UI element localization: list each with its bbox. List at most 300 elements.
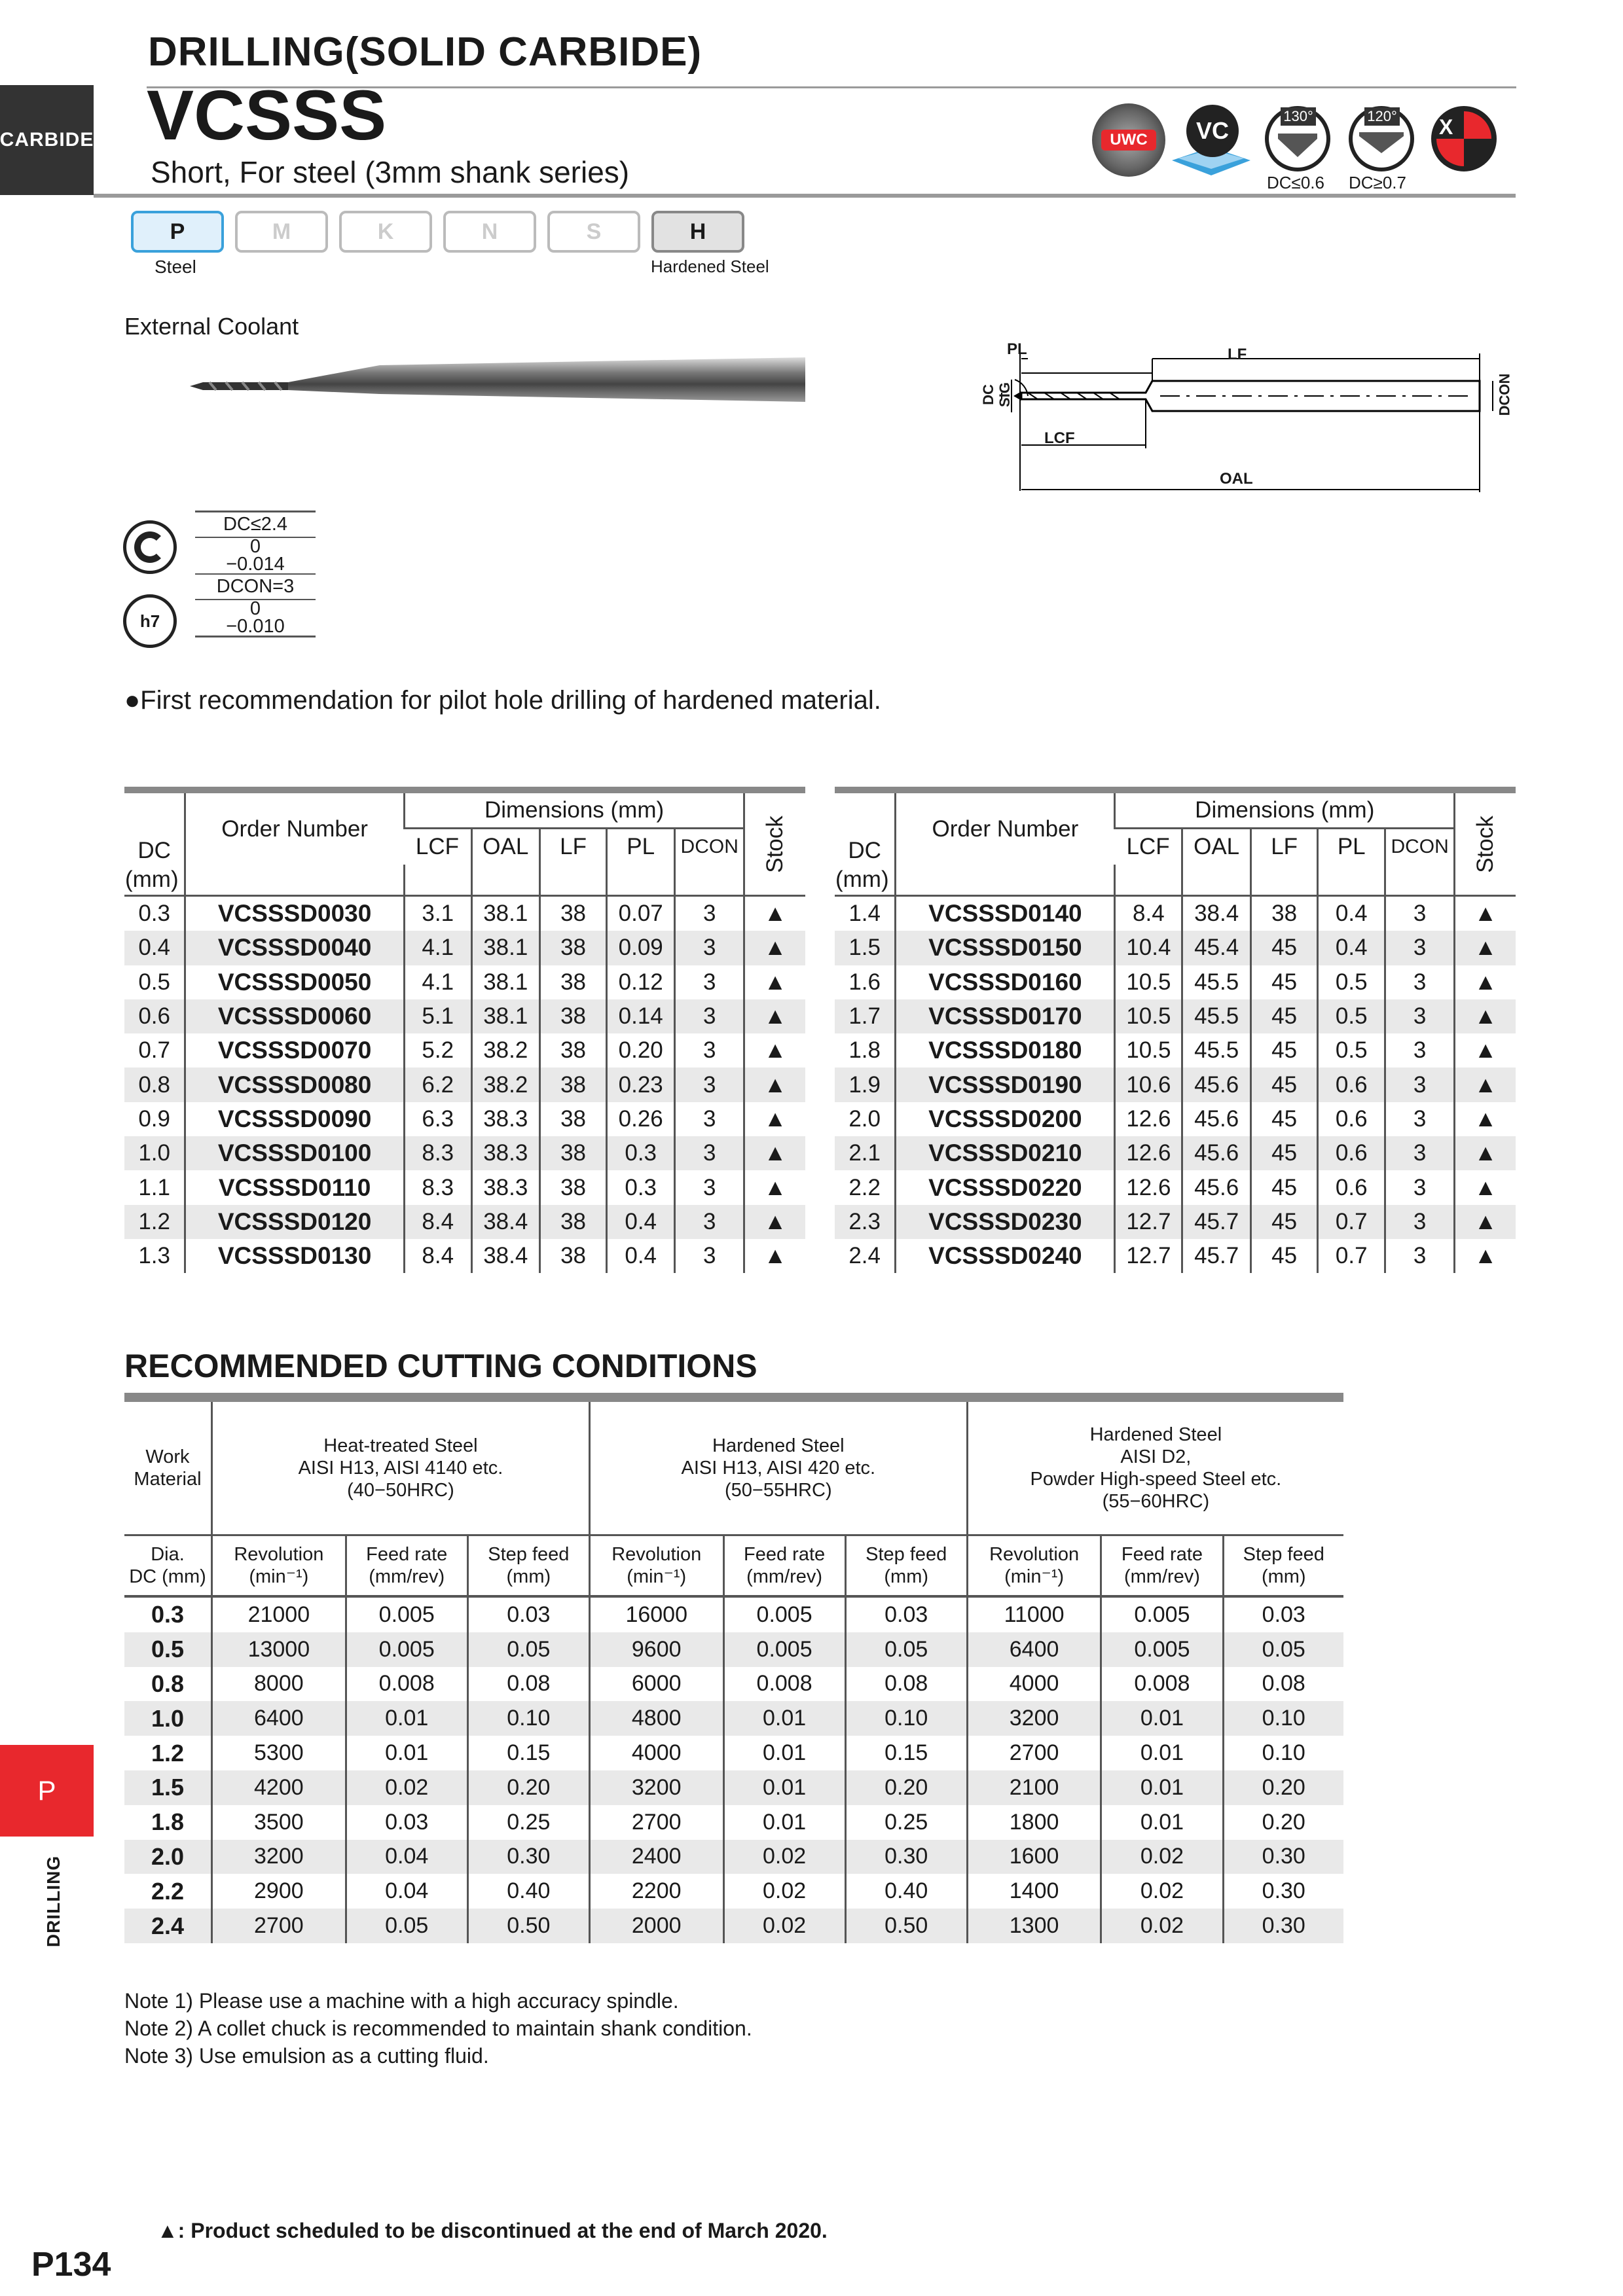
order-number: VCSSSD0100 bbox=[185, 1136, 405, 1170]
table-cell: 0.05 bbox=[346, 1909, 467, 1943]
table-row bbox=[835, 931, 1516, 965]
table-cell: 4200 bbox=[212, 1770, 346, 1805]
table-cell: 38.1 bbox=[471, 896, 539, 931]
table-cell: 0.005 bbox=[723, 1632, 845, 1667]
table-cell: 2700 bbox=[212, 1909, 346, 1943]
order-number: VCSSSD0160 bbox=[896, 965, 1115, 999]
table-cell: 0.02 bbox=[723, 1874, 845, 1909]
table-row bbox=[835, 1067, 1516, 1102]
coolant-label: External Coolant bbox=[124, 313, 299, 340]
table-cell: 0.05 bbox=[1223, 1632, 1343, 1667]
table-cell: 2.2 bbox=[848, 1174, 881, 1200]
table-cell: 3 bbox=[1385, 1033, 1455, 1067]
material-tab-p[interactable]: P bbox=[0, 1745, 94, 1837]
table-cell: ▲ bbox=[1455, 999, 1516, 1033]
table-cell: 3 bbox=[1385, 931, 1455, 965]
table-cell: 0.01 bbox=[723, 1736, 845, 1770]
table-cell: 8.4 bbox=[404, 1239, 471, 1273]
table-cell: 0.10 bbox=[1223, 1736, 1343, 1770]
order-number: VCSSSD0090 bbox=[185, 1102, 405, 1136]
order-number: VCSSSD0120 bbox=[185, 1205, 405, 1239]
table-cell: 0.30 bbox=[1223, 1909, 1343, 1943]
table-cell: 45.6 bbox=[1182, 1136, 1251, 1170]
table-cell: ▲ bbox=[744, 931, 805, 965]
table-row bbox=[124, 1632, 1343, 1667]
order-number: VCSSSD0240 bbox=[896, 1239, 1115, 1273]
table-cell: 0.6 bbox=[124, 999, 185, 1033]
table-cell: 0.20 bbox=[845, 1770, 967, 1805]
table-cell: 4.1 bbox=[404, 965, 471, 999]
table-row bbox=[124, 1136, 805, 1170]
table-row bbox=[124, 1067, 805, 1102]
diameter-cell: 1.2 bbox=[151, 1739, 185, 1767]
table-cell: 0.4 bbox=[607, 1239, 675, 1273]
category-title: DRILLING(SOLID CARBIDE) bbox=[148, 29, 702, 75]
table-cell: 0.02 bbox=[723, 1840, 845, 1874]
material-h-label: Hardened Steel bbox=[651, 257, 769, 276]
table-cell: 38.2 bbox=[471, 1067, 539, 1102]
table-cell: 0.12 bbox=[607, 965, 675, 999]
order-number: VCSSSD0080 bbox=[185, 1067, 405, 1102]
table-cell: ▲ bbox=[1455, 1239, 1516, 1273]
table-cell: 0.008 bbox=[346, 1667, 467, 1702]
table-cell: 3 bbox=[1385, 1170, 1455, 1204]
table-cell: 0.01 bbox=[346, 1701, 467, 1736]
section-label: DRILLING bbox=[43, 1855, 64, 1948]
table-cell: 0.30 bbox=[1223, 1840, 1343, 1874]
table-cell: 0.6 bbox=[1318, 1067, 1385, 1102]
table-cell: 45.6 bbox=[1182, 1170, 1251, 1204]
table-row bbox=[835, 1170, 1516, 1204]
dc-small-label: DC≤0.6 bbox=[1267, 173, 1324, 192]
table-cell: 3 bbox=[675, 931, 744, 965]
table-row bbox=[835, 1136, 1516, 1170]
table-cell: 3 bbox=[675, 965, 744, 999]
table-cell: 1.2 bbox=[124, 1205, 185, 1239]
table-cell: ▲ bbox=[744, 999, 805, 1033]
table-row bbox=[124, 1170, 805, 1204]
table-cell: 0.30 bbox=[845, 1840, 967, 1874]
table-cell: 0.3 bbox=[607, 1170, 675, 1204]
table-cell: 10.4 bbox=[1115, 931, 1182, 965]
table-cell: 38.2 bbox=[471, 1033, 539, 1067]
table-cell: 1.9 bbox=[835, 1067, 896, 1102]
table-cell: 2400 bbox=[589, 1840, 723, 1874]
table-cell: 4.1 bbox=[404, 931, 471, 965]
table-cell: 0.10 bbox=[1223, 1701, 1343, 1736]
table-cell: 45.5 bbox=[1182, 1033, 1251, 1067]
tolerance-table: DC≤2.4 0 −0.014 DCON=3 0 −0.010 bbox=[195, 511, 316, 637]
table-cell: 1.5 bbox=[835, 931, 896, 965]
table-cell: ▲ bbox=[1455, 1102, 1516, 1136]
table-cell: 38 bbox=[540, 1205, 607, 1239]
table-cell: ▲ bbox=[744, 1136, 805, 1170]
order-number: VCSSSD0030 bbox=[185, 896, 405, 931]
table-cell: 0.02 bbox=[1101, 1874, 1223, 1909]
table-cell: 2.1 bbox=[835, 1136, 896, 1170]
table-cell: 0.05 bbox=[467, 1632, 589, 1667]
table-cell: 38 bbox=[540, 1170, 607, 1204]
table-cell: 0.01 bbox=[723, 1770, 845, 1805]
table-cell: ▲ bbox=[744, 1102, 805, 1136]
table-cell: 3 bbox=[1385, 896, 1455, 931]
table-cell: 1.0 bbox=[124, 1136, 185, 1170]
table-cell: 0.25 bbox=[467, 1805, 589, 1840]
discontinued-note: ▲: Product scheduled to be discontinued at the end of March 2020. bbox=[157, 2219, 828, 2242]
table-cell: 0.30 bbox=[467, 1840, 589, 1874]
table-cell: 6000 bbox=[589, 1667, 723, 1702]
table-cell: 0.7 bbox=[138, 1037, 170, 1064]
table-cell: 6400 bbox=[212, 1701, 346, 1736]
dimension-table-right: DC Order Number Dimensions (mm) Stock LCF OAL LF PL DCON (mm) 1.4 VCSSSD0140 8.4 38.4 38 0.4 3 ▲ 1.5 VCSSSD0150 10.4 45.4 45 0.4 3 ▲ 1.6 VCSSSD0160 10.5 45.5 45 0.5 3 ▲ 1.7 VCSSSD0170 10.5 45.5 45 0.5 3 ▲ 1.8 VCSSSD0180 10.5 45.5 45 0.5 3 ▲ 1.9 VCSSSD0190 10.6 45.6 45 0.6 3 ▲ 2.0 VCSSSD0200 12.6 45.6 45 0.6 3 ▲ 2.1 VCSSSD0210 12.6 45.6 45 0.6 3 ▲ 2.2 VCSSSD0220 12.6 45.6 45 0.6 3 ▲ 2.3 VCSSSD0230 12.7 45.7 45 0.7 3 ▲ 2.4 VCSSSD0240 12.7 45.7 45 0.7 3 ▲ bbox=[835, 787, 1516, 1273]
diameter-cell: 2.4 bbox=[124, 1909, 212, 1943]
table-cell: 3500 bbox=[212, 1805, 346, 1840]
table-cell: 0.04 bbox=[346, 1874, 467, 1909]
table-row bbox=[835, 1102, 1516, 1136]
table-row bbox=[124, 1033, 805, 1067]
table-cell: ▲ bbox=[744, 1239, 805, 1273]
table-cell: 2.4 bbox=[848, 1243, 881, 1269]
table-cell: 38 bbox=[540, 999, 607, 1033]
table-cell: 3200 bbox=[967, 1701, 1101, 1736]
table-cell: 45 bbox=[1250, 1033, 1317, 1067]
table-cell: ▲ bbox=[1455, 965, 1516, 999]
material-n-box: N bbox=[443, 211, 536, 253]
table-cell: 0.14 bbox=[607, 999, 675, 1033]
table-cell: 8.4 bbox=[1115, 896, 1182, 931]
uwc-coating-icon: UWC bbox=[1092, 103, 1165, 177]
table-cell: 0.23 bbox=[607, 1067, 675, 1102]
order-number: VCSSSD0170 bbox=[896, 999, 1115, 1033]
page-number: P134 bbox=[31, 2246, 111, 2284]
table-cell: 38 bbox=[540, 1033, 607, 1067]
drill-image bbox=[190, 353, 805, 406]
note-1: Note 1) Please use a machine with a high accuracy spindle. bbox=[124, 1989, 679, 2013]
table-cell: 0.15 bbox=[467, 1736, 589, 1770]
table-row bbox=[835, 1239, 1516, 1273]
material-k-box: K bbox=[339, 211, 432, 253]
table-row bbox=[124, 1909, 1343, 1943]
diameter-cell: 1.8 bbox=[151, 1808, 185, 1836]
table-cell: 0.50 bbox=[845, 1909, 967, 1943]
order-number: VCSSSD0040 bbox=[185, 931, 405, 965]
table-cell: 3 bbox=[1385, 965, 1455, 999]
table-cell: 3 bbox=[675, 1239, 744, 1273]
table-cell: 3 bbox=[675, 1205, 744, 1239]
table-cell: 4800 bbox=[589, 1701, 723, 1736]
table-cell: 45.5 bbox=[1182, 965, 1251, 999]
table-cell: 0.03 bbox=[467, 1596, 589, 1632]
material-p-label: Steel bbox=[155, 257, 196, 277]
table-cell: ▲ bbox=[1455, 1136, 1516, 1170]
table-row bbox=[124, 1701, 1343, 1736]
material-s-box: S bbox=[547, 211, 640, 253]
table-cell: 38 bbox=[540, 931, 607, 965]
table-cell: 0.03 bbox=[845, 1596, 967, 1632]
table-cell: 12.6 bbox=[1115, 1170, 1182, 1204]
table-cell: 0.6 bbox=[1318, 1102, 1385, 1136]
table-cell: 12.7 bbox=[1115, 1205, 1182, 1239]
table-cell: 0.26 bbox=[607, 1102, 675, 1136]
table-cell: 0.40 bbox=[845, 1874, 967, 1909]
table-cell: ▲ bbox=[1455, 1067, 1516, 1102]
table-cell: ▲ bbox=[744, 1067, 805, 1102]
table-cell: 0.20 bbox=[1223, 1770, 1343, 1805]
table-cell: 38.4 bbox=[471, 1205, 539, 1239]
order-number: VCSSSD0210 bbox=[896, 1136, 1115, 1170]
table-cell: 2100 bbox=[967, 1770, 1101, 1805]
table-cell: ▲ bbox=[1455, 896, 1516, 931]
table-cell: 38 bbox=[540, 1239, 607, 1273]
order-number: VCSSSD0190 bbox=[896, 1067, 1115, 1102]
table-cell: 45 bbox=[1250, 1170, 1317, 1204]
table-cell: 3 bbox=[675, 896, 744, 931]
table-cell: 0.005 bbox=[346, 1632, 467, 1667]
table-cell: 38.3 bbox=[471, 1170, 539, 1204]
table-row bbox=[124, 1770, 1343, 1805]
table-cell: 38 bbox=[540, 1067, 607, 1102]
table-cell: 0.01 bbox=[1101, 1770, 1223, 1805]
table-cell: 0.008 bbox=[1101, 1667, 1223, 1702]
table-cell: 0.20 bbox=[467, 1770, 589, 1805]
table-cell: 0.10 bbox=[467, 1701, 589, 1736]
table-cell: 38 bbox=[540, 1102, 607, 1136]
diameter-cell: 2.0 bbox=[124, 1840, 212, 1874]
order-number: VCSSSD0180 bbox=[896, 1033, 1115, 1067]
table-cell: 38 bbox=[1250, 896, 1317, 931]
table-cell: 0.15 bbox=[845, 1736, 967, 1770]
table-row bbox=[124, 931, 805, 965]
table-cell: 13000 bbox=[212, 1632, 346, 1667]
table-cell: 1400 bbox=[967, 1874, 1101, 1909]
table-cell: 0.07 bbox=[607, 896, 675, 931]
table-cell: 0.02 bbox=[1101, 1909, 1223, 1943]
table-row bbox=[124, 1596, 1343, 1632]
table-cell: 0.01 bbox=[723, 1805, 845, 1840]
table-row bbox=[835, 1033, 1516, 1067]
table-cell: 3 bbox=[1385, 1136, 1455, 1170]
table-cell: 0.7 bbox=[1318, 1239, 1385, 1273]
product-subtitle: Short, For steel (3mm shank series) bbox=[151, 155, 630, 189]
diameter-cell: 1.0 bbox=[124, 1701, 212, 1736]
table-cell: 1.7 bbox=[835, 999, 896, 1033]
table-cell: 38 bbox=[540, 1136, 607, 1170]
table-cell: 10.5 bbox=[1115, 999, 1182, 1033]
table-cell: 0.005 bbox=[346, 1596, 467, 1632]
table-cell: 6400 bbox=[967, 1632, 1101, 1667]
table-cell: 0.02 bbox=[723, 1909, 845, 1943]
table-cell: 38 bbox=[540, 965, 607, 999]
table-cell: 0.4 bbox=[607, 1205, 675, 1239]
table-cell: 1.3 bbox=[138, 1243, 170, 1269]
table-cell: 0.3 bbox=[607, 1136, 675, 1170]
table-cell: 3 bbox=[675, 999, 744, 1033]
table-cell: ▲ bbox=[1455, 1205, 1516, 1239]
table-cell: 45.5 bbox=[1182, 999, 1251, 1033]
table-cell: 0.4 bbox=[1318, 931, 1385, 965]
table-cell: 0.9 bbox=[138, 1105, 170, 1132]
point-angle-130-icon: 130° bbox=[1265, 106, 1330, 171]
table-cell: 3 bbox=[1385, 999, 1455, 1033]
table-cell: 0.09 bbox=[607, 931, 675, 965]
table-cell: 0.5 bbox=[1318, 1033, 1385, 1067]
table-cell: 0.8 bbox=[124, 1067, 185, 1102]
order-number: VCSSSD0150 bbox=[896, 931, 1115, 965]
table-cell: ▲ bbox=[744, 896, 805, 931]
order-number: VCSSSD0230 bbox=[896, 1205, 1115, 1239]
recommendation-note: ●First recommendation for pilot hole drilling of hardened material. bbox=[124, 686, 881, 715]
table-cell: 12.7 bbox=[1115, 1239, 1182, 1273]
table-cell: 0.04 bbox=[346, 1840, 467, 1874]
order-number: VCSSSD0140 bbox=[896, 896, 1115, 931]
table-cell: 38.1 bbox=[471, 931, 539, 965]
table-cell: 9600 bbox=[589, 1632, 723, 1667]
table-cell: 38.1 bbox=[471, 965, 539, 999]
material-h-box: H bbox=[651, 211, 744, 253]
table-cell: 8000 bbox=[212, 1667, 346, 1702]
table-cell: 0.01 bbox=[1101, 1736, 1223, 1770]
table-cell: 2.3 bbox=[835, 1205, 896, 1239]
order-number: VCSSSD0110 bbox=[185, 1170, 405, 1204]
table-cell: 0.005 bbox=[1101, 1632, 1223, 1667]
table-row bbox=[124, 1667, 1343, 1702]
table-cell: 45.7 bbox=[1182, 1205, 1251, 1239]
table-cell: 5.1 bbox=[404, 999, 471, 1033]
table-row bbox=[124, 896, 805, 931]
table-cell: 3 bbox=[675, 1067, 744, 1102]
table-cell: 45.4 bbox=[1182, 931, 1251, 965]
table-cell: 38.1 bbox=[471, 999, 539, 1033]
table-cell: 4000 bbox=[967, 1667, 1101, 1702]
table-cell: 2.0 bbox=[848, 1105, 881, 1132]
notes bbox=[124, 1987, 752, 2070]
table-cell: 10.5 bbox=[1115, 965, 1182, 999]
table-cell: 1.8 bbox=[848, 1037, 881, 1064]
table-cell: 0.6 bbox=[1318, 1136, 1385, 1170]
table-cell: 3 bbox=[675, 1033, 744, 1067]
table-row bbox=[124, 1874, 1343, 1909]
tolerance-h7-icon: h7 bbox=[123, 594, 177, 648]
product-name: VCSSS bbox=[147, 75, 387, 154]
table-cell: 0.4 bbox=[124, 931, 185, 965]
table-cell: 0.08 bbox=[467, 1667, 589, 1702]
table-cell: 3 bbox=[675, 1102, 744, 1136]
table-cell: 0.5 bbox=[1318, 999, 1385, 1033]
table-cell: 0.7 bbox=[1318, 1205, 1385, 1239]
table-cell: 3 bbox=[675, 1170, 744, 1204]
table-cell: 45 bbox=[1250, 999, 1317, 1033]
table-cell: 0.03 bbox=[346, 1805, 467, 1840]
table-cell: ▲ bbox=[1455, 1170, 1516, 1204]
table-row bbox=[124, 1205, 805, 1239]
table-cell: 3 bbox=[1385, 1067, 1455, 1102]
material-m-box: M bbox=[235, 211, 328, 253]
table-cell: 45 bbox=[1250, 1067, 1317, 1102]
note-3: Note 3) Use emulsion as a cutting fluid. bbox=[124, 2044, 489, 2068]
table-row bbox=[835, 999, 1516, 1033]
table-cell: 3 bbox=[675, 1136, 744, 1170]
table-cell: 45 bbox=[1250, 1136, 1317, 1170]
diameter-cell: 1.5 bbox=[124, 1770, 212, 1805]
table-cell: 0.03 bbox=[1223, 1596, 1343, 1632]
table-cell: 5300 bbox=[212, 1736, 346, 1770]
table-cell: 4000 bbox=[589, 1736, 723, 1770]
table-cell: 0.08 bbox=[1223, 1667, 1343, 1702]
table-cell: 0.005 bbox=[723, 1596, 845, 1632]
table-cell: 0.20 bbox=[1223, 1805, 1343, 1840]
table-cell: 0.005 bbox=[1101, 1596, 1223, 1632]
dimension-table-left: DC Order Number Dimensions (mm) Stock LCF OAL LF PL DCON (mm) 0.3 VCSSSD0030 3.1 38.1 38 0.07 3 ▲ 0.4 VCSSSD0040 4.1 38.1 38 0.09 3 ▲ 0.5 VCSSSD0050 4.1 38.1 38 0.12 3 ▲ 0.6 VCSSSD0060 5.1 38.1 38 0.14 3 ▲ 0.7 VCSSSD0070 5.2 38.2 38 0.20 3 ▲ 0.8 VCSSSD0080 6.2 38.2 38 0.23 3 ▲ 0.9 VCSSSD0090 6.3 38.3 38 0.26 3 ▲ 1.0 VCSSSD0100 8.3 38.3 38 0.3 3 ▲ 1.1 VCSSSD0110 8.3 38.3 38 0.3 3 ▲ 1.2 VCSSSD0120 8.4 38.4 38 0.4 3 ▲ 1.3 VCSSSD0130 8.4 38.4 38 0.4 3 ▲ bbox=[124, 787, 805, 1273]
table-cell: ▲ bbox=[1455, 931, 1516, 965]
note-2: Note 2) A collet chuck is recommended to maintain shank condition. bbox=[124, 2017, 752, 2040]
table-row bbox=[835, 896, 1516, 931]
category-tab-carbide[interactable]: CARBIDE bbox=[0, 85, 94, 195]
table-cell: 3200 bbox=[212, 1840, 346, 1874]
diameter-cell: 0.5 bbox=[124, 1632, 212, 1667]
table-cell: 0.05 bbox=[845, 1632, 967, 1667]
table-cell: 0.01 bbox=[1101, 1805, 1223, 1840]
header-rule bbox=[94, 194, 1516, 198]
table-row bbox=[835, 1205, 1516, 1239]
table-cell: 0.25 bbox=[845, 1805, 967, 1840]
table-cell: ▲ bbox=[1455, 1033, 1516, 1067]
table-cell: 0.08 bbox=[845, 1667, 967, 1702]
diameter-cell: 0.3 bbox=[151, 1601, 185, 1628]
table-cell: 6.2 bbox=[404, 1067, 471, 1102]
table-cell: 0.5 bbox=[138, 969, 170, 995]
table-cell: 45 bbox=[1250, 1102, 1317, 1136]
table-cell: 0.30 bbox=[1223, 1874, 1343, 1909]
table-cell: 16000 bbox=[589, 1596, 723, 1632]
table-cell: 0.4 bbox=[1318, 896, 1385, 931]
table-cell: 0.008 bbox=[723, 1667, 845, 1702]
table-cell: 3 bbox=[1385, 1102, 1455, 1136]
table-cell: 2200 bbox=[589, 1874, 723, 1909]
table-cell: 1300 bbox=[967, 1909, 1101, 1943]
table-cell: 0.01 bbox=[346, 1736, 467, 1770]
table-cell: 11000 bbox=[967, 1596, 1101, 1632]
table-cell: 0.10 bbox=[845, 1701, 967, 1736]
x-thinning-icon: X bbox=[1431, 106, 1497, 171]
order-number: VCSSSD0060 bbox=[185, 999, 405, 1033]
table-cell: 38 bbox=[540, 896, 607, 931]
table-row bbox=[124, 1805, 1343, 1840]
table-cell: 0.3 bbox=[138, 901, 170, 927]
table-cell: 0.01 bbox=[723, 1701, 845, 1736]
table-cell: 2700 bbox=[589, 1805, 723, 1840]
table-cell: ▲ bbox=[744, 1205, 805, 1239]
table-cell: 0.20 bbox=[607, 1033, 675, 1067]
point-angle-120-icon: 120° bbox=[1349, 106, 1414, 171]
table-cell: 38.3 bbox=[471, 1102, 539, 1136]
table-cell: 8.3 bbox=[404, 1170, 471, 1204]
diameter-cell: 2.2 bbox=[151, 1877, 185, 1905]
cutting-title: RECOMMENDED CUTTING CONDITIONS bbox=[124, 1348, 757, 1384]
table-cell: 3 bbox=[1385, 1239, 1455, 1273]
table-cell: 45 bbox=[1250, 931, 1317, 965]
table-cell: 6.3 bbox=[404, 1102, 471, 1136]
table-cell: 38.4 bbox=[471, 1239, 539, 1273]
table-cell: 45 bbox=[1250, 1205, 1317, 1239]
table-cell: 3.1 bbox=[404, 896, 471, 931]
dc-large-label: DC≥0.7 bbox=[1349, 173, 1406, 192]
table-cell: 10.6 bbox=[1115, 1067, 1182, 1102]
table-cell: ▲ bbox=[744, 965, 805, 999]
table-cell: 3 bbox=[1385, 1205, 1455, 1239]
table-cell: 8.3 bbox=[404, 1136, 471, 1170]
table-row bbox=[835, 965, 1516, 999]
table-cell: 45 bbox=[1250, 965, 1317, 999]
